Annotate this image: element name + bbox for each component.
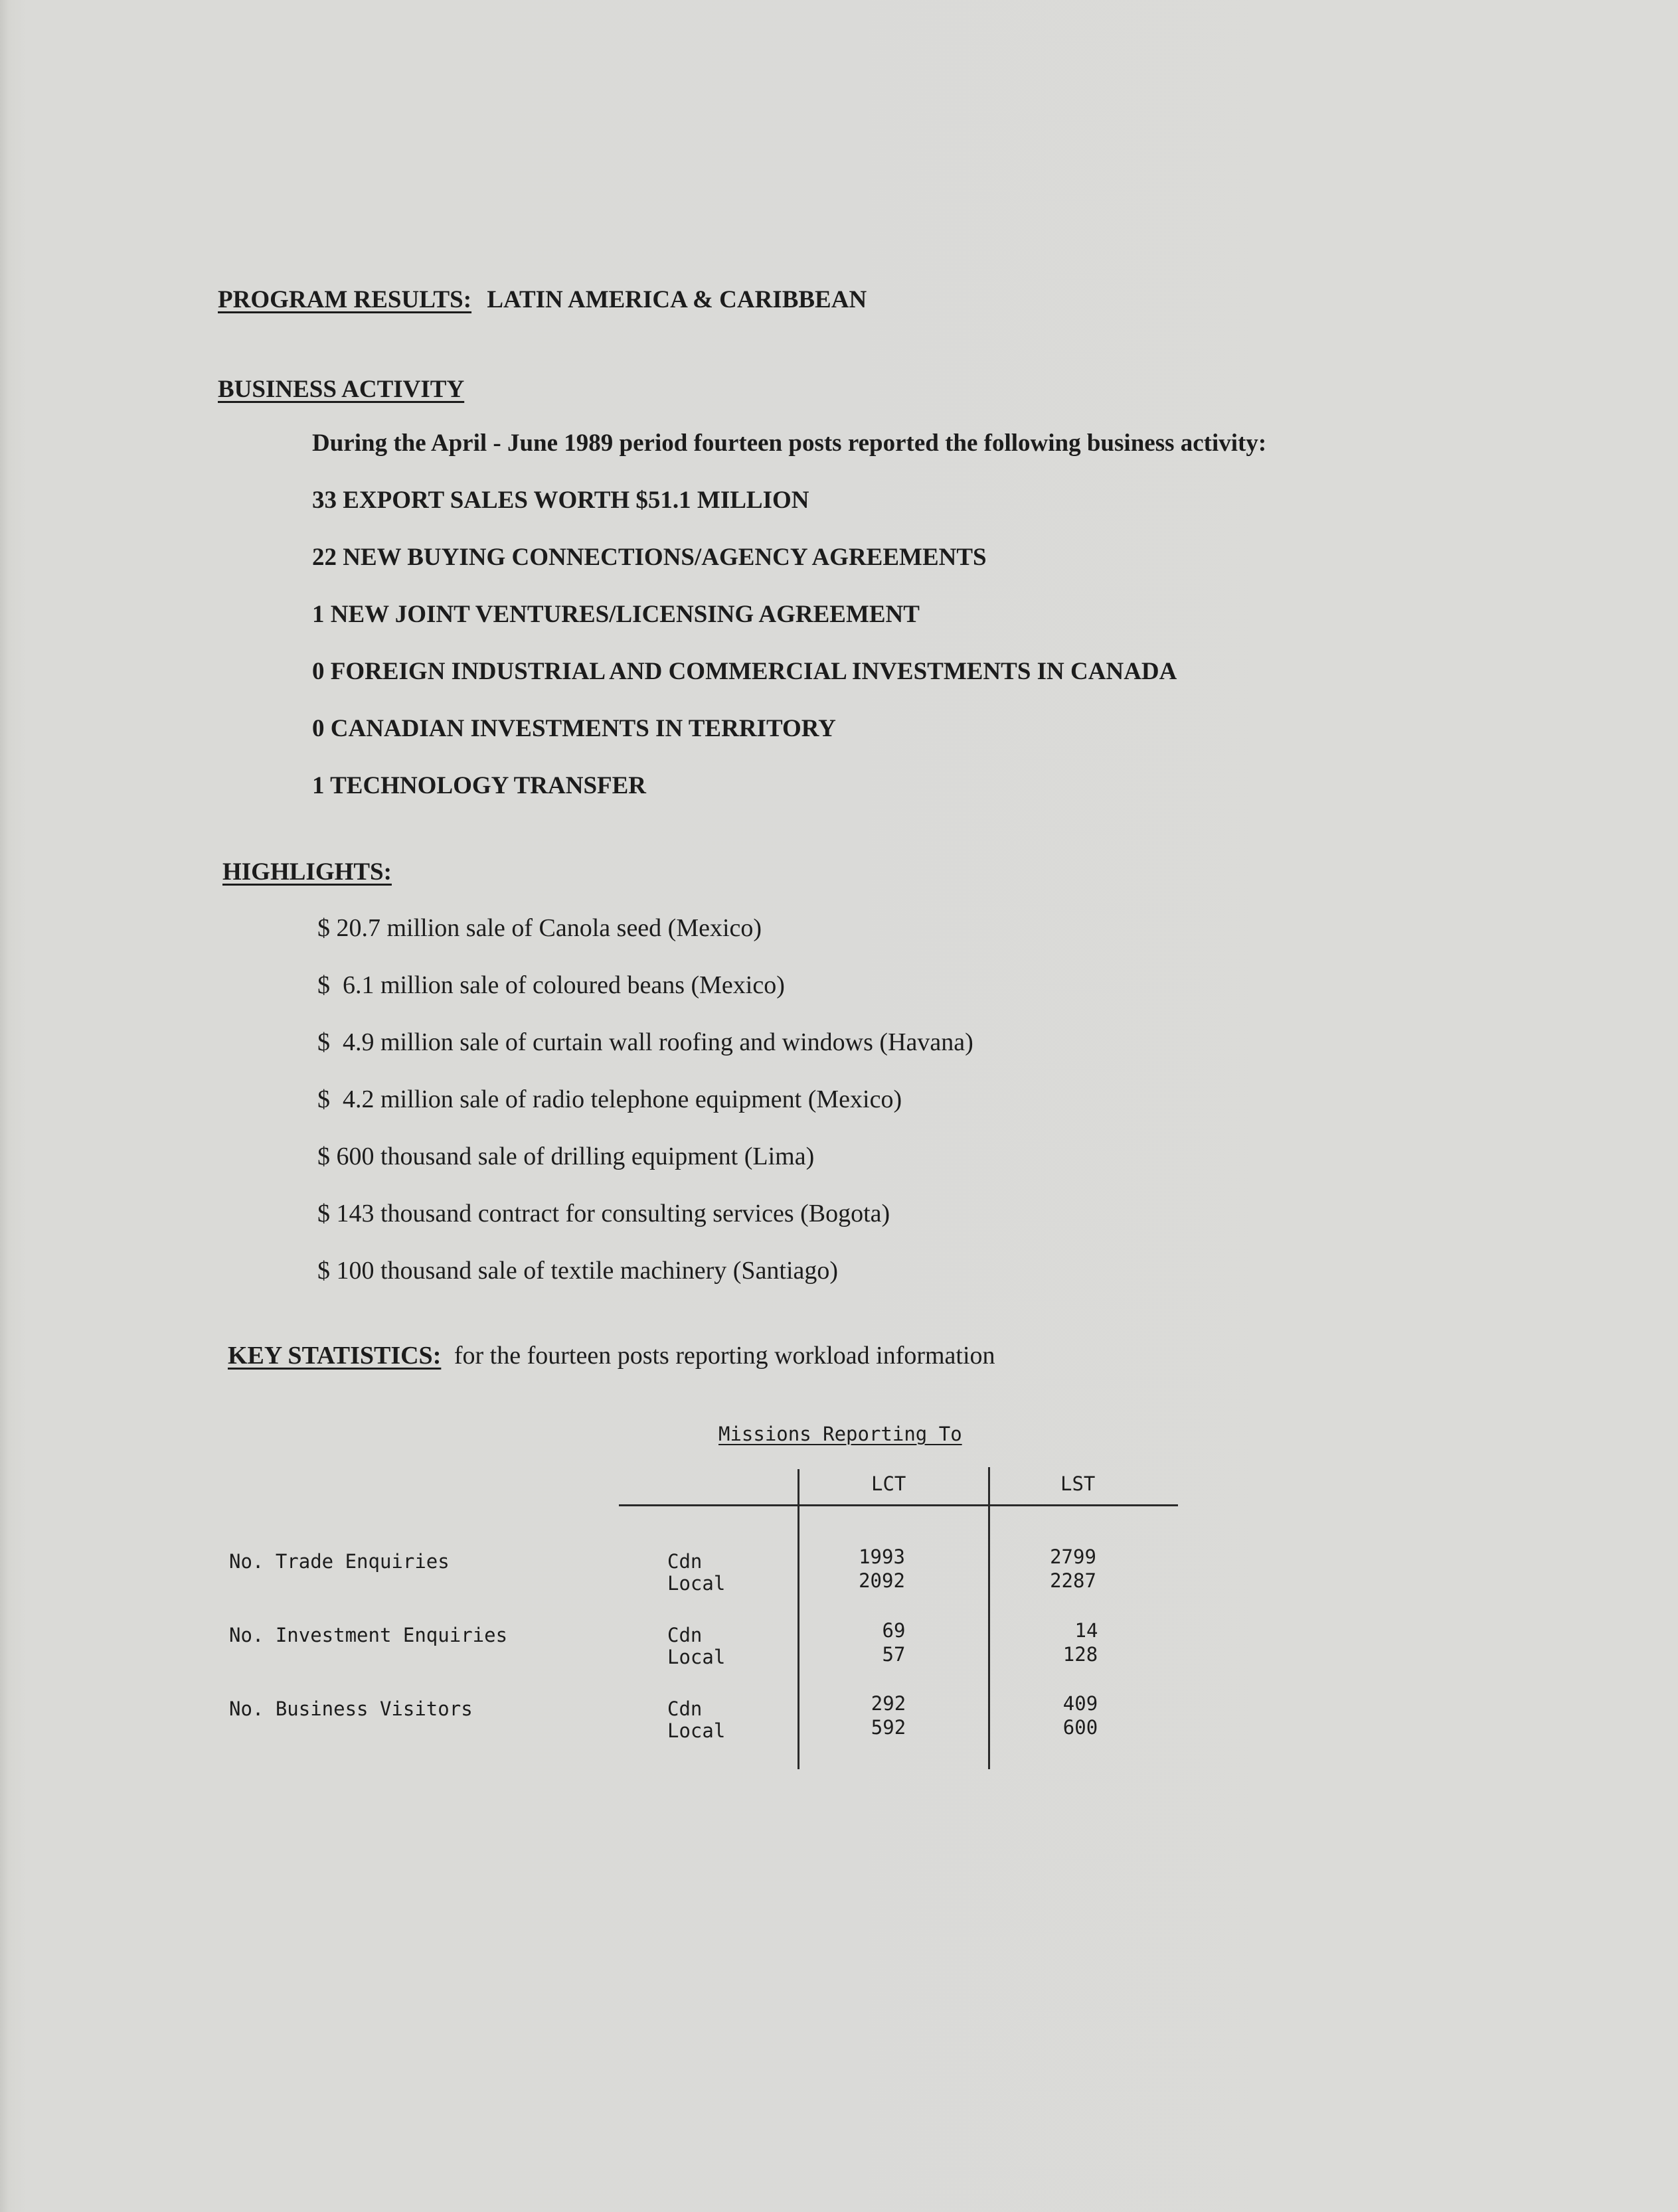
activity-item: 22 NEW BUYING CONNECTIONS/AGENCY AGREEMENTS xyxy=(312,544,987,571)
activity-item: 1 NEW JOINT VENTURES/LICENSING AGREEMENT xyxy=(312,601,920,628)
key-statistics-text: for the fourteen posts reporting workload information xyxy=(454,1342,995,1370)
business-activity-intro: During the April - June 1989 period fourteen posts reported the following business activity: xyxy=(312,430,1267,457)
table-sub-label: Local xyxy=(667,1719,726,1742)
table-cell: 2092 xyxy=(859,1569,905,1592)
table-sub-label: Cdn xyxy=(667,1698,703,1720)
highlight-item: $ 100 thousand sale of textile machinery (Santiago) xyxy=(317,1257,839,1285)
table-sub-label: Local xyxy=(667,1572,726,1595)
highlight-item: $ 20.7 million sale of Canola seed (Mexico) xyxy=(317,914,762,942)
column-header-lct: LCT xyxy=(871,1472,906,1495)
table-row-label: No. Business Visitors xyxy=(229,1698,473,1720)
table-cell: 292 xyxy=(871,1692,906,1715)
table-sub-label: Cdn xyxy=(667,1550,703,1573)
activity-item: 0 CANADIAN INVESTMENTS IN TERRITORY xyxy=(312,715,836,742)
highlight-item: $ 600 thousand sale of drilling equipment (Lima) xyxy=(317,1143,815,1170)
table-row-label: No. Investment Enquiries xyxy=(229,1624,508,1646)
activity-item: 0 FOREIGN INDUSTRIAL AND COMMERCIAL INVESTMENTS IN CANADA xyxy=(312,658,1177,685)
table-cell: 69 xyxy=(882,1619,906,1642)
business-activity-heading: BUSINESS ACTIVITY xyxy=(218,376,465,403)
table-header-rule xyxy=(619,1504,1178,1506)
table-cell: 592 xyxy=(871,1716,906,1739)
activity-item: 1 TECHNOLOGY TRANSFER xyxy=(312,772,647,799)
highlight-item: $ 143 thousand contract for consulting services (Bogota) xyxy=(317,1200,890,1227)
key-statistics-line xyxy=(228,1341,995,1370)
table-cell: 600 xyxy=(1062,1716,1098,1739)
table-sub-label: Cdn xyxy=(667,1624,703,1646)
program-title-label: PROGRAM RESULTS: xyxy=(218,286,472,313)
table-cell: 57 xyxy=(882,1643,906,1666)
activity-item: 33 EXPORT SALES WORTH $51.1 MILLION xyxy=(312,487,809,514)
program-title-region: LATIN AMERICA & CARIBBEAN xyxy=(487,286,867,313)
table-cell: 14 xyxy=(1074,1619,1098,1642)
table-row-label: No. Trade Enquiries xyxy=(229,1550,450,1573)
table-column-divider xyxy=(797,1469,799,1769)
program-title xyxy=(218,285,867,314)
table-cell: 2287 xyxy=(1050,1569,1096,1592)
table-cell: 128 xyxy=(1062,1643,1098,1666)
highlight-item: $ 6.1 million sale of coloured beans (Mexico) xyxy=(317,971,785,999)
highlights-heading: HIGHLIGHTS: xyxy=(222,858,392,886)
table-column-divider xyxy=(988,1467,990,1769)
highlight-item: $ 4.2 million sale of radio telephone equipment (Mexico) xyxy=(317,1085,902,1113)
table-caption: Missions Reporting To xyxy=(718,1423,962,1445)
table-cell: 1993 xyxy=(859,1545,905,1568)
highlight-item: $ 4.9 million sale of curtain wall roofing and windows (Havana) xyxy=(317,1028,973,1056)
table-cell: 2799 xyxy=(1050,1545,1096,1568)
key-statistics-heading: KEY STATISTICS: xyxy=(228,1342,442,1370)
table-cell: 409 xyxy=(1062,1692,1098,1715)
column-header-lst: LST xyxy=(1060,1472,1096,1495)
table-sub-label: Local xyxy=(667,1646,726,1668)
